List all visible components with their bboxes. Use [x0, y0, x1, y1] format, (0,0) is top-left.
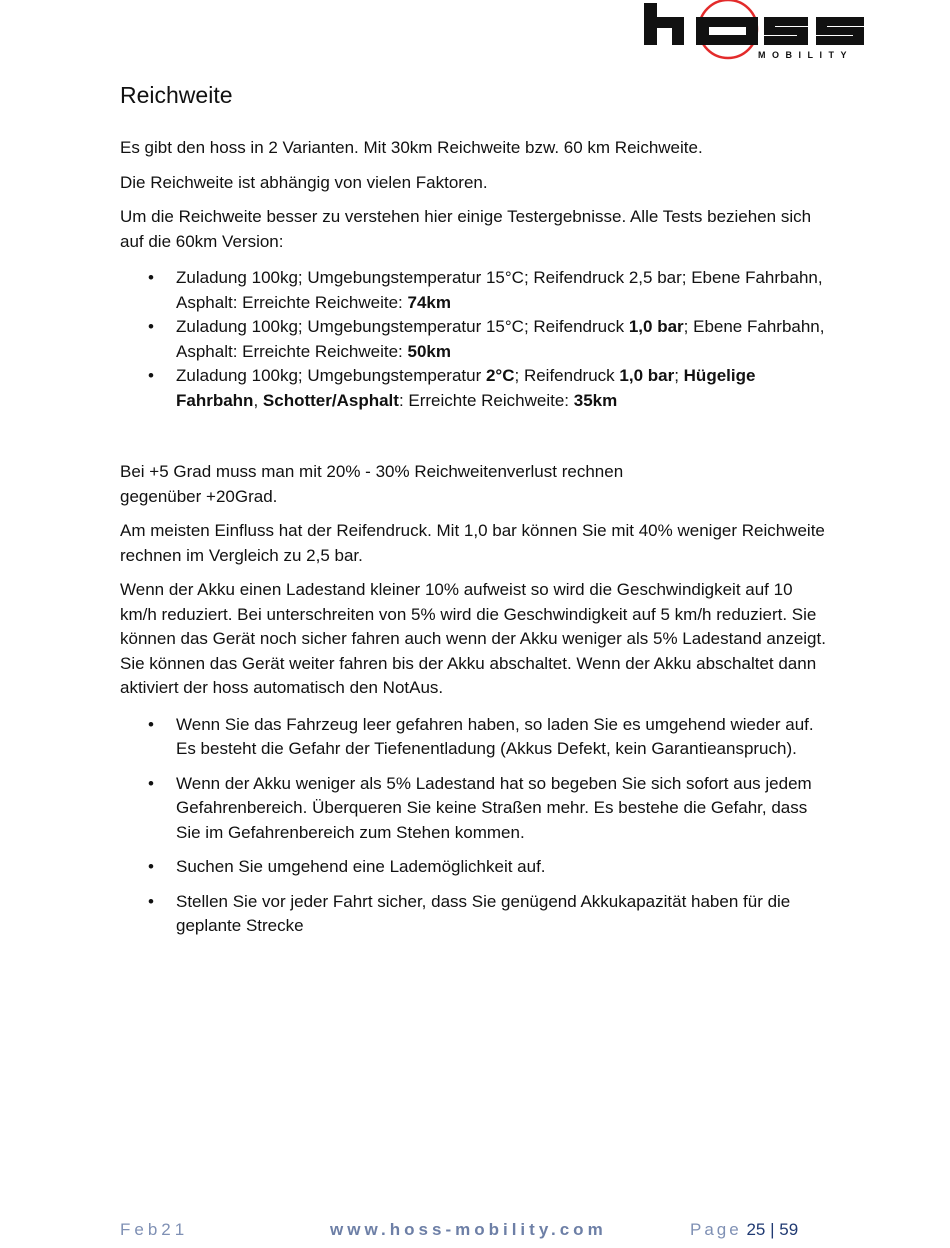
range-value: 35km	[573, 390, 618, 410]
bullet-icon: •	[148, 773, 154, 793]
page-footer	[0, 1220, 950, 1244]
range-value: 74km	[407, 292, 451, 312]
bullet-icon: •	[148, 891, 154, 911]
test-result-item: • Zuladung 100kg; Umgebungstemperatur 15°C; Reifendruck 1,0 bar; Ebene Fahrbahn, Asphalt: Erreichte Reichweite: 50km	[148, 317, 825, 361]
footer-page-number: Page 25 | 59	[690, 1220, 799, 1239]
page-content	[120, 78, 830, 949]
test-result-item: • Zuladung 100kg; Umgebungstemperatur 2°C; Reifendruck 1,0 bar; Hügelige Fahrbahn, Schotter/Asphalt: Erreichte Reichweite: 35km	[148, 366, 756, 410]
body-paragraph: Bei +5 Grad muss man mit 20% - 30% Reichweitenverlust rechnen gegenüber +20Grad.	[120, 462, 624, 506]
bullet-icon: •	[148, 366, 154, 385]
section-heading: Reichweite	[120, 82, 233, 108]
intro-paragraph: Es gibt den hoss in 2 Varianten. Mit 30km Reichweite bzw. 60 km Reichweite.	[120, 138, 703, 157]
body-paragraph: Wenn der Akku einen Ladestand kleiner 10% aufweist so wird die Geschwindigkeit auf 10 km/h reduziert. Bei unterschreiten von 5% wird die Geschwindigkeit auf 5 km/h reduziert. Sie können das Gerät noch sicher fahren auch wenn der Akku weniger als 5% Ladestand anzeigt. Sie können das Gerät weiter fahren bis der Akku abschaltet. Wenn der Akku abschaltet dann aktiviert der hoss automatisch den NotAus.	[120, 580, 826, 697]
body-paragraph: Am meisten Einfluss hat der Reifendruck. Mit 1,0 bar können Sie mit 40% weniger Reichweite rechnen im Vergleich zu 2,5 bar.	[120, 521, 825, 565]
warning-item: • Stellen Sie vor jeder Fahrt sicher, dass Sie genügend Akkukapazität haben für die geplante Strecke	[148, 891, 791, 935]
intro-paragraph: Um die Reichweite besser zu verstehen hier einige Testergebnisse. Alle Tests beziehen sich auf die 60km Version:	[120, 207, 812, 251]
footer-website-link[interactable]: www.hoss-mobility.com	[330, 1220, 607, 1239]
intro-paragraph: Die Reichweite ist abhängig von vielen Faktoren.	[120, 172, 488, 192]
test-result-item: • Zuladung 100kg; Umgebungstemperatur 15°C; Reifendruck 2,5 bar; Ebene Fahrbahn, Asphalt: Erreichte Reichweite: 74km	[148, 268, 823, 312]
bullet-icon: •	[148, 268, 154, 287]
bullet-icon: •	[148, 317, 154, 336]
warning-list	[120, 713, 830, 939]
test-results-list	[120, 266, 830, 413]
bullet-icon: •	[148, 714, 154, 734]
svg-text:MOBILITY: MOBILITY	[758, 50, 853, 60]
footer-date: Feb21	[120, 1220, 189, 1239]
bullet-icon: •	[148, 857, 154, 876]
warning-item: • Suchen Sie umgehend eine Lademöglichkeit auf.	[120, 855, 830, 880]
range-value: 50km	[407, 341, 451, 361]
hoss-mobility-logo	[640, 0, 870, 64]
warning-item: • Wenn der Akku weniger als 5% Ladestand hat so begeben Sie sich sofort aus jedem Gefahrenbereich. Überqueren Sie keine Straßen mehr. Es bestehe die Gefahr, dass Sie im Gefahrenbereich zum Stehen kommen.	[148, 773, 812, 842]
spacer	[120, 413, 830, 460]
warning-item: • Wenn Sie das Fahrzeug leer gefahren haben, so laden Sie es umgehend wieder auf. Es besteht die Gefahr der Tiefenentladung (Akkus Defekt, kein Garantieanspruch).	[148, 714, 814, 758]
